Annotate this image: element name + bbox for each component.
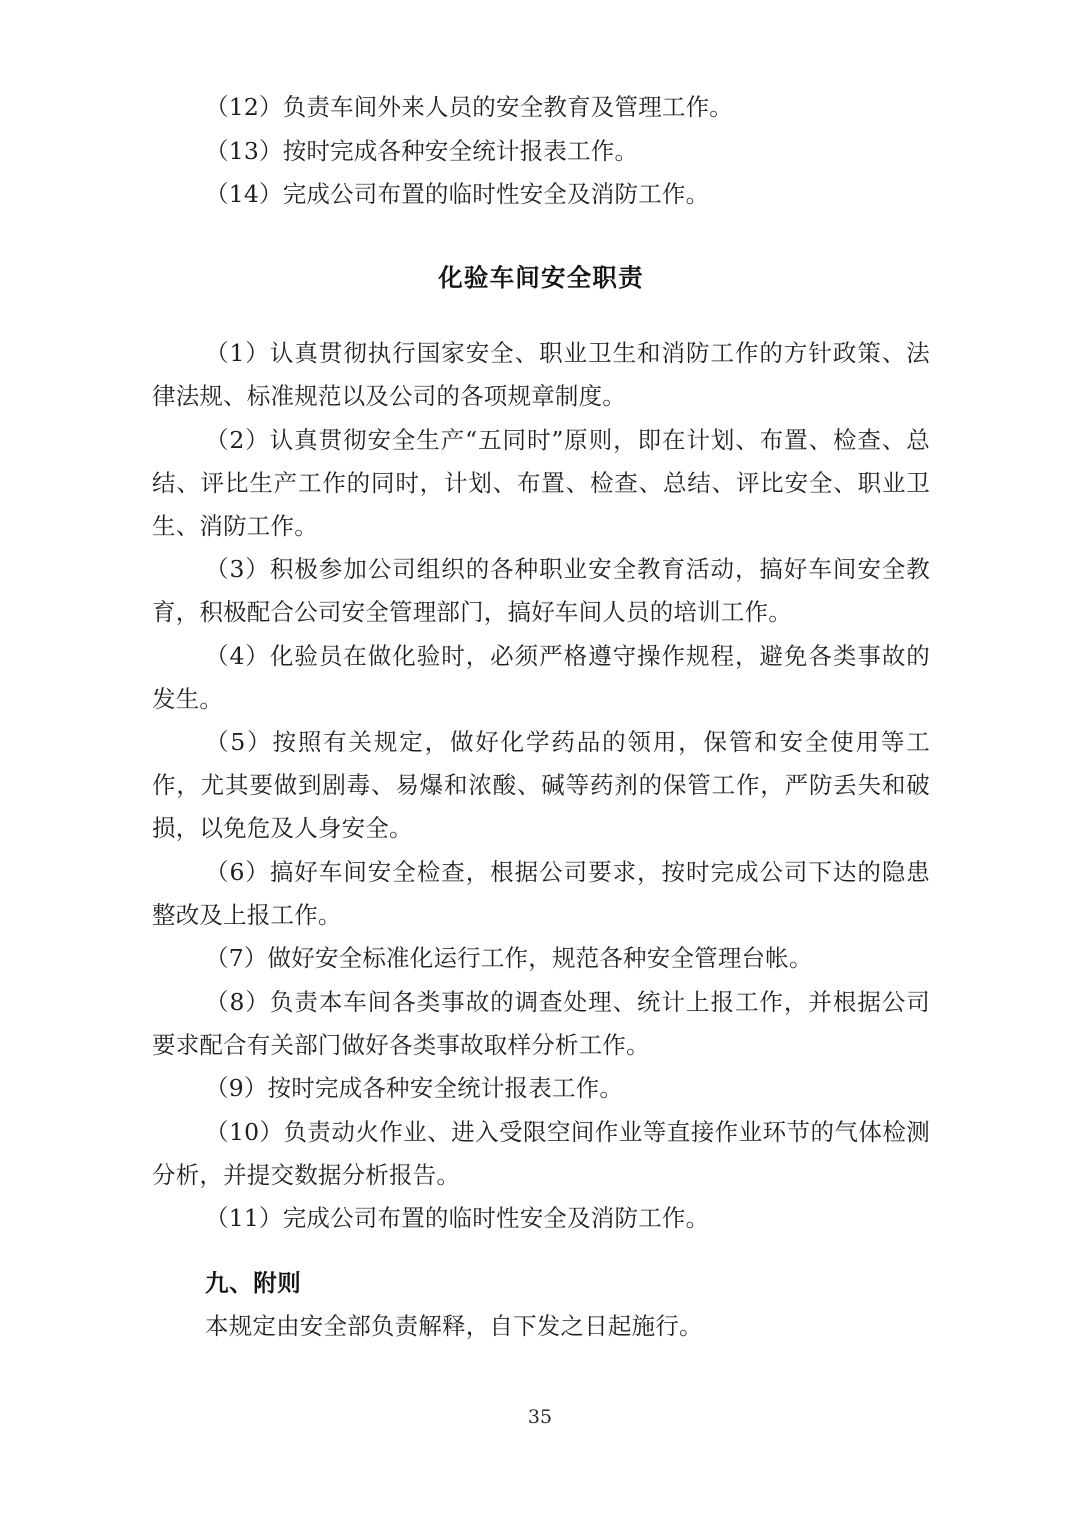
list-item: （12）负责车间外来人员的安全教育及管理工作。 xyxy=(205,93,734,121)
list-item: （7）做好安全标准化运行工作，规范各种安全管理台帐。 xyxy=(205,944,813,972)
document-body xyxy=(152,86,930,1349)
list-item: （14）完成公司布置的临时性安全及消防工作。 xyxy=(205,180,710,208)
list-item: （5）按照有关规定，做好化学药品的领用，保管和安全使用等工作，尤其要做到剧毒、易爆和浓酸、碱等药剂的保管工作，严防丢失和破损，以免危及人身安全。 xyxy=(152,728,930,842)
list-item: （2）认真贯彻安全生产“五同时”原则，即在计划、布置、检查、总结、评比生产工作的同时，计划、布置、检查、总结、评比安全、职业卫生、消防工作。 xyxy=(152,425,930,540)
list-item: （13）按时完成各种安全统计报表工作。 xyxy=(205,136,639,165)
list-item: （1）认真贯彻执行国家安全、职业卫生和消防工作的方针政策、法律法规、标准规范以及公司的各项规章制度。 xyxy=(152,339,930,410)
list-item: （6）搞好车间安全检查，根据公司要求，按时完成公司下达的隐患整改及上报工作。 xyxy=(152,857,930,929)
list-item: （3）积极参加公司组织的各种职业安全教育活动，搞好车间安全教育，积极配合公司安全管理部门，搞好车间人员的培训工作。 xyxy=(152,555,930,626)
appendix-body: 本规定由安全部负责解释，自下发之日起施行。 xyxy=(205,1312,703,1340)
list-item: （10）负责动火作业、进入受限空间作业等直接作业环节的气体检测分析，并提交数据分析报告。 xyxy=(152,1117,930,1189)
list-item: （11）完成公司布置的临时性安全及消防工作。 xyxy=(205,1204,710,1232)
list-item: （9）按时完成各种安全统计报表工作。 xyxy=(205,1074,624,1102)
appendix-heading: 九、附则 xyxy=(205,1269,302,1297)
list-item: （4）化验员在做化验时，必须严格遵守操作规程，避免各类事故的发生。 xyxy=(152,641,930,713)
page-number: 35 xyxy=(527,1406,553,1428)
list-item: （8）负责本车间各类事故的调查处理、统计上报工作，并根据公司要求配合有关部门做好各类事故取样分析工作。 xyxy=(152,987,930,1059)
section-heading: 化验车间安全职责 xyxy=(438,263,644,292)
